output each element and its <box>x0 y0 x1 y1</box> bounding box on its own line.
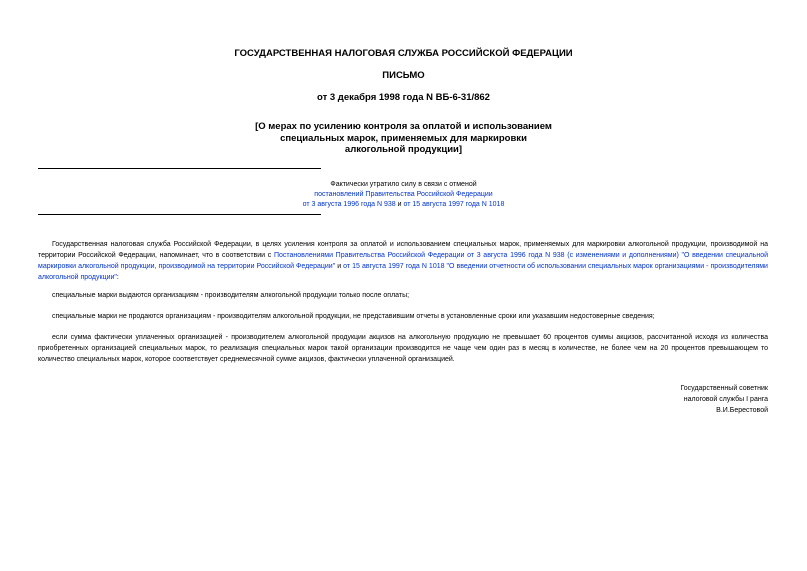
status-note-conjunction: и <box>395 201 404 208</box>
divider-top <box>38 168 321 169</box>
document-subject <box>0 121 807 156</box>
document-type: ПИСЬМО <box>382 70 425 81</box>
body-paragraph-2: специальные марки выдаются организациям - производителям алкогольной продукции только после оплаты; <box>52 292 410 299</box>
signature-title: Государственный советник <box>680 385 768 392</box>
body-paragraph-3: специальные марки не продаются организациям - производителям алкогольной продукции, не представившим отчеты в установленные сроки или указавшим недостоверные сведения; <box>52 313 655 320</box>
link-resolution-938[interactable]: Постановлениями Правительства Российской Федерации от 3 августа 1996 года N 938 (с изменениями и дополнениями) "О введении специальной маркировки алкогольной продукции, производимой на территории Российской Федерации" <box>38 252 768 270</box>
subject-line: специальных марок, применяемых для маркировки <box>280 132 527 144</box>
paragraph-text: и <box>335 263 344 270</box>
paragraph-text: Государственная налоговая служба Российской Федерации, в целях усиления контроля за оплатой и использованием специальных марок, применяемых для маркировки алкогольной продукции, производимой на территории Российской Федерации, напоминает, что в соответствии с <box>38 241 768 259</box>
document-date-number: от 3 декабря 1998 года N ВБ-6-31/862 <box>317 92 490 103</box>
signature-rank: налоговой службы I ранга <box>683 396 768 403</box>
status-note-text: Фактически утратило силу в связи с отменой <box>330 181 477 188</box>
subject-line: алкогольной продукции] <box>344 144 463 155</box>
status-note-link-938[interactable]: от 3 августа 1996 года N 938 <box>302 201 396 208</box>
divider-bottom <box>38 214 321 215</box>
paragraph-text: : <box>116 274 119 281</box>
subject-line: [О мерах по усилению контроля за оплатой и использованием <box>255 121 552 132</box>
status-note-link-1018[interactable]: от 15 августа 1997 года N 1018 <box>403 201 505 208</box>
status-note <box>0 180 807 210</box>
body-paragraph-4: если сумма фактически уплаченных организацией - производителем алкогольной продукции акцизов на алкогольную продукцию не превышает 60 процентов суммы акцизов, рассчитанной исходя из количества приобретенных организацией специальных марок, то реализация специальных марок такой организации производится не чаще чем один раз в месяц в количестве, не более чем на 20 процентов превышающем то количество специальных марок, которое соответствует среднемесячной сумме акцизов, фактически уплаченной организацией. <box>38 334 768 363</box>
signature-block <box>568 383 768 416</box>
link-resolution-1018[interactable]: от 15 августа 1997 года N 1018 "О введении отчетности об использовании специальных марок организациями - производителями алкогольной продукции" <box>38 263 768 281</box>
agency-title: ГОСУДАРСТВЕННАЯ НАЛОГОВАЯ СЛУЖБА РОССИЙСКОЙ ФЕДЕРАЦИИ <box>234 48 573 59</box>
status-note-link-resolutions[interactable]: постановлений Правительства Российской Федерации <box>314 191 493 198</box>
signature-name: В.И.Берестовой <box>716 407 768 414</box>
body-paragraph-1 <box>38 239 768 283</box>
